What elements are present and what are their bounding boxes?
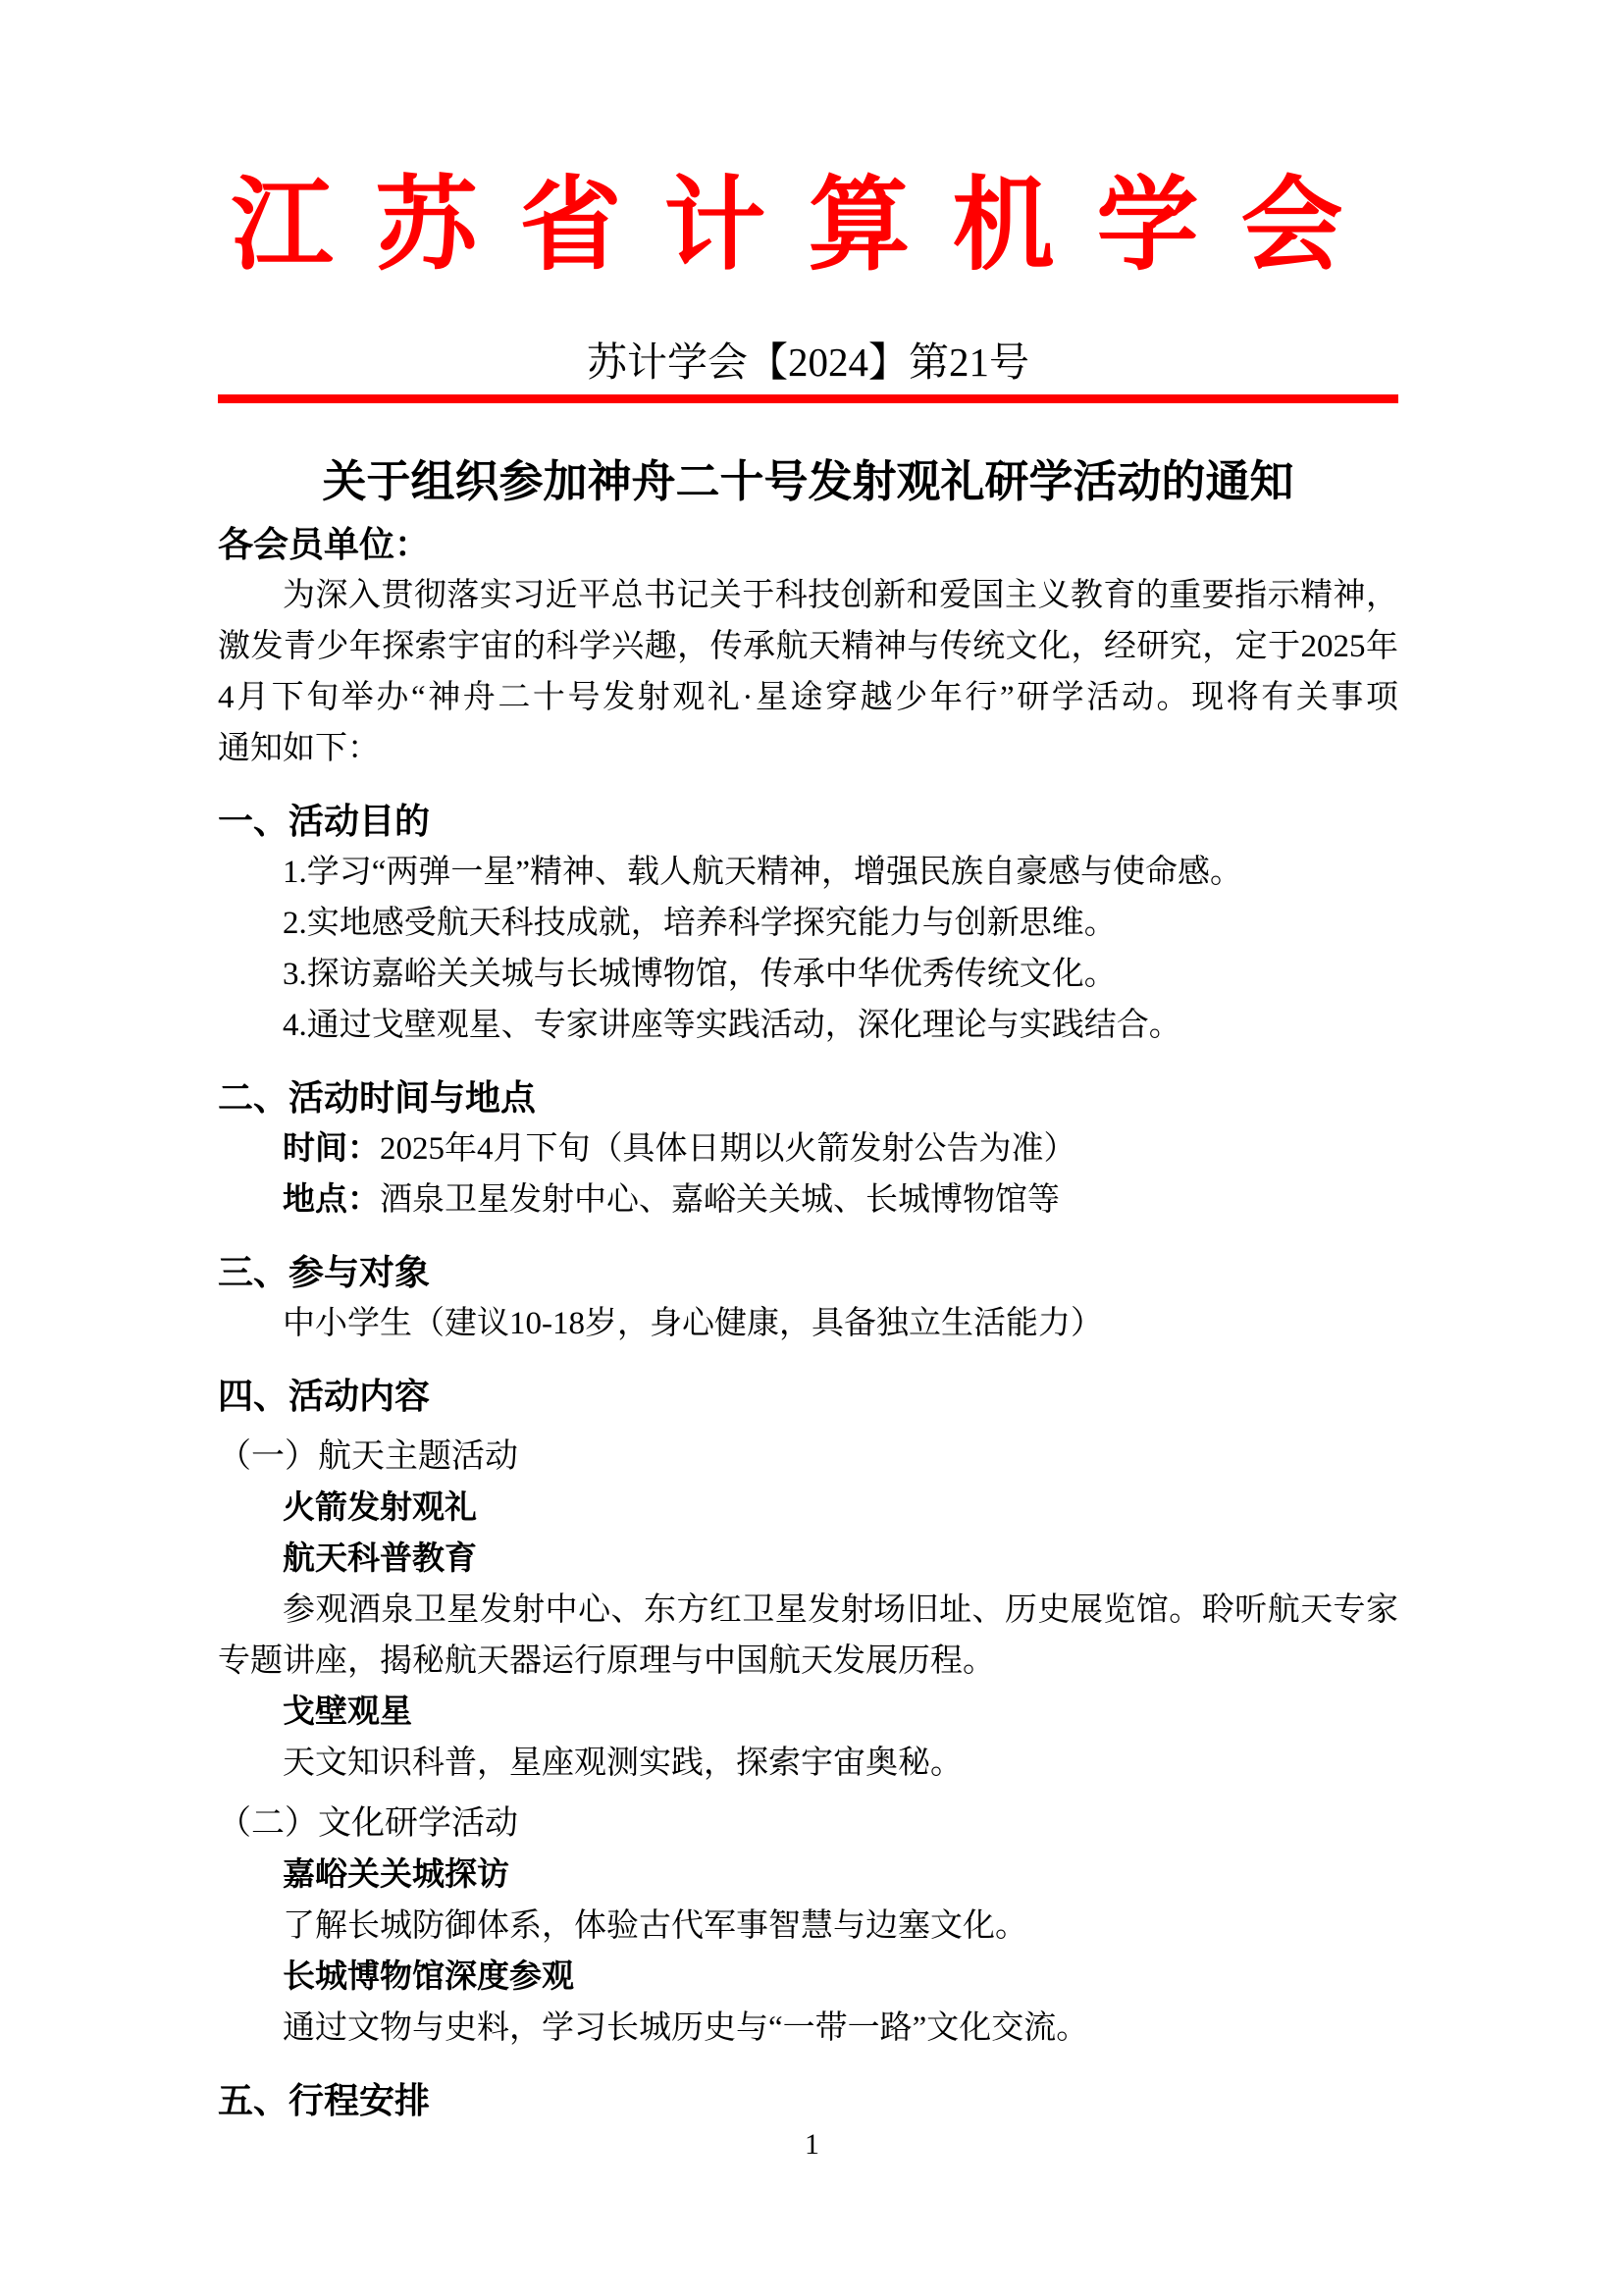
intro-line-3: 4月下旬举办“神舟二十号发射观礼·星途穿越少年行”研学活动。现将有关事项: [218, 680, 1398, 715]
space-block-stargazing: 戈壁观星: [283, 1695, 412, 1730]
culture-block-jiayuguan: 嘉峪关关城探访: [283, 1857, 509, 1893]
intro-line-4: 通知如下：: [218, 731, 380, 766]
place-value: 酒泉卫星发射中心、嘉峪关关城、长城博物馆等: [380, 1182, 1060, 1218]
section-heading-content: 四、活动内容: [218, 1377, 431, 1416]
goal-item-3: 3.探访嘉峪关关城与长城博物馆，传承中华优秀传统文化。: [283, 957, 1117, 992]
space-paragraph-line-2: 专题讲座，揭秘航天器运行原理与中国航天发展历程。: [218, 1643, 995, 1679]
participants-text: 中小学生（建议10-18岁，身心健康，具备独立生活能力）: [283, 1306, 1103, 1341]
space-block-education: 航天科普教育: [283, 1541, 477, 1577]
subsection-title-culture: （二）文化研学活动: [218, 1805, 518, 1842]
section-heading-itinerary: 五、行程安排: [218, 2081, 431, 2120]
jiayuguan-text: 了解长城防御体系，体验古代军事智慧与边塞文化。: [283, 1908, 1027, 1944]
place-row: [218, 1174, 1398, 1226]
goal-item-2: 2.实地感受航天科技成就，培养科学探究能力与创新思维。: [283, 906, 1117, 941]
salutation: 各会员单位：: [218, 525, 431, 564]
section-heading-time-place: 二、活动时间与地点: [218, 1078, 537, 1118]
culture-block-museum: 长城博物馆深度参观: [283, 1959, 574, 1995]
time-row: [218, 1123, 1398, 1174]
time-value: 2025年4月下旬（具体日期以火箭发射公告为准）: [380, 1131, 1076, 1167]
place-label: 地点：: [283, 1182, 380, 1218]
stargazing-text: 天文知识科普，星座观测实践，探索宇宙奥秘。: [283, 1746, 963, 1781]
intro-line-2: 激发青少年探索宇宙的科学兴趣，传承航天精神与传统文化，经研究，定于2025年: [218, 629, 1398, 664]
goal-item-1: 1.学习“两弹一星”精神、载人航天精神，增强民族自豪感与使命感。: [283, 855, 1243, 890]
space-block-launch: 火箭发射观礼: [283, 1490, 477, 1526]
intro-line-1: 为深入贯彻落实习近平总书记关于科技创新和爱国主义教育的重要指示精神，: [283, 578, 1398, 613]
doc-number: 苏计学会【2024】第21号: [587, 339, 1029, 385]
org-title: 江苏省计算机学会: [231, 170, 1386, 283]
section-heading-goals: 一、活动目的: [218, 802, 431, 841]
space-paragraph-line-1: 参观酒泉卫星发射中心、东方红卫星发射场旧址、历史展览馆。聆听航天专家: [283, 1592, 1398, 1628]
doc-title: 关于组织参加神舟二十号发射观礼研学活动的通知: [322, 457, 1294, 506]
time-label: 时间：: [283, 1131, 380, 1167]
section-heading-participants: 三、参与对象: [218, 1253, 431, 1292]
subsection-title-space: （一）航天主题活动: [218, 1438, 518, 1475]
museum-text: 通过文物与史料，学习长城历史与“一带一路”文化交流。: [283, 2010, 1089, 2046]
page-number: 1: [805, 2128, 819, 2161]
red-divider: [218, 394, 1398, 403]
goal-item-4: 4.通过戈壁观星、专家讲座等实践活动，深化理论与实践结合。: [283, 1008, 1181, 1043]
document-content: [218, 0, 1398, 2126]
